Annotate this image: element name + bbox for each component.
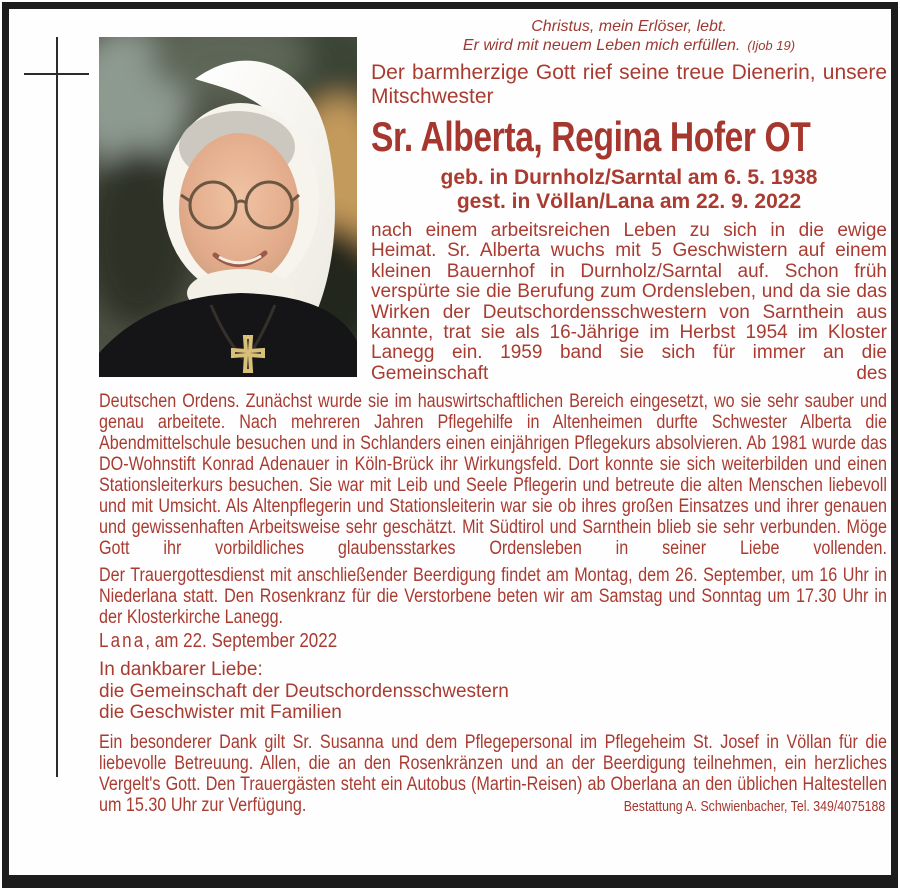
memorial-cross-icon [9, 9, 99, 875]
cross-vertical-line [56, 37, 58, 777]
undertaker-credit: Bestattung A. Schwienbacher, Tel. 349/4075188 [623, 799, 886, 816]
intro-text: Der barmherzige Gott rief seine treue Dienerin, unsere Mitschwester [371, 61, 887, 108]
dateline [99, 629, 887, 653]
dateline-rest: , am 22. September 2022 [145, 630, 338, 653]
mourner-line: die Gemeinschaft der Deutschordensschwestern [99, 680, 509, 702]
birth-line: geb. in Durnholz/Sarntal am 6. 5. 1938 [440, 166, 818, 189]
top-row [99, 9, 887, 384]
mourners-heading: In dankbarer Liebe: [99, 659, 263, 681]
thanks-section [99, 732, 887, 816]
opening-quote [371, 17, 887, 55]
quote-source: (Ijob 19) [747, 38, 796, 53]
death-line: gest. in Völlan/Lana am 22. 9. 2022 [456, 190, 802, 213]
thanks-paragraph: Ein besonderer Dank gilt Sr. Susanna und dem Pflegepersonal im Pflegeheim St. Josef in Völlan für die liebevolle Betreuung. Allen, die an den Rosenkränzen und an der Beerdigung teilnehmen, ein herzliches Vergelt's Gott. Den Trauergästen steht ein Autobus (Martin-Reisen) ab Oberlana an den üblichen Haltestellen um 15.30 Uhr zur Verfügung. [99, 732, 887, 817]
deceased-name: Sr. Alberta, Regina Hofer OT [371, 113, 811, 160]
portrait-photo [99, 37, 357, 377]
portrait-photo-art [99, 37, 357, 377]
dateline-place: Lana [99, 630, 146, 653]
quote-line-2: Er wird mit neuem Leben mich erfüllen. (Ijob 19) [462, 37, 796, 54]
biography-paragraph-2: Deutschen Ordens. Zunächst wurde sie im hauswirtschaftlichen Bereich eingesetzt, wo sie sehr sauber und genau arbeitete. Nach mehreren Jahren Pflegehilfe in Altenheimen durfte Schwester Alberta die Abendmittelschule besuchen und in Schlanders einen einjährigen Pflegekurs absolvieren. Ab 1981 wurde das DO-Wohnstift Konrad Adenauer in Köln-Brück ihr Wirkungsfeld. Dort konnte sie sich weiterbilden und einen Stationsleiterkurs besuchen. Sie war mit Leib und Seele Pflegerin und betreute die alten Menschen liebevoll und mit Umsicht. Als Altenpflegerin und Stationsleiterin war sie ob ihres großen Einsatzes und ihrer genauen und gewissenhaften Arbeitsweise sehr geschätzt. Mit Südtirol und Sarnthein blieb sie sehr verbunden. Möge Gott ihr vorbildliches glaubensstarkes Ordensleben in seiner Liebe vollenden. [99, 391, 887, 560]
mourner-line: die Geschwister mit Familien [99, 702, 342, 724]
right-column [357, 9, 887, 384]
notice-content [99, 9, 887, 816]
condensed-section [99, 391, 887, 653]
quote-line-1: Christus, mein Erlöser, lebt. [531, 18, 727, 35]
deceased-name-wrap [371, 114, 887, 162]
biography-paragraph-1: nach einem arbeitsreichen Leben zu sich in die ewige Heimat. Sr. Alberta wuchs mit 5 Geschwistern auf einem kleinen Bauernhof in Durnholz/Sarntal auf. Schon früh verspürte sie die Berufung zum Ordensleben, und da sie das Wirken der Deutschordensschwestern von Sarnthein aus kannte, trat sie als 16-Jährige im Herbst 1954 im Kloster Lanegg ein. 1959 band sie sich für immer an die Gemeinschaft des [371, 220, 887, 384]
funeral-announcement: Der Trauergottesdienst mit anschließender Beerdigung findet am Montag, dem 26. September, um 16 Uhr in Niederlana statt. Den Rosenkranz für die Verstorbene beten wir am Samstag und Sonntag um 17.30 Uhr in der Klosterkirche Lanegg. [99, 565, 887, 629]
mourners-block [99, 659, 887, 724]
cross-horizontal-line [24, 73, 89, 75]
obituary-notice-frame [2, 2, 898, 888]
